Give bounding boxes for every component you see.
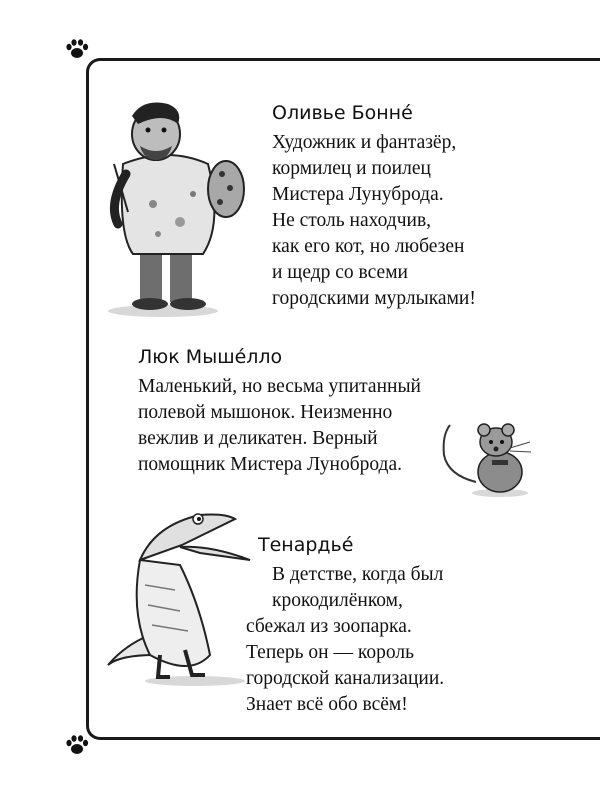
character-description-line: Мистера Лунуброда.: [272, 184, 444, 205]
character-description-line: как его кот, но любезен: [272, 236, 465, 257]
character-description-line: Художник и фантазёр,: [272, 132, 457, 153]
character-description-line: Не столь находчив,: [272, 210, 432, 231]
character-description-line: Знает всё обо всём!: [246, 694, 408, 715]
crocodile-illustration: [100, 505, 270, 690]
character-description-line: В детстве, когда был: [272, 564, 444, 585]
mouse-illustration: [438, 420, 538, 498]
character-description-line: и щедр со всеми: [272, 262, 408, 283]
character-description-line: вежлив и деликатен. Верный: [138, 428, 378, 449]
character-description-line: городскими мурлыками!: [272, 288, 476, 309]
paw-print-icon: [64, 38, 90, 60]
character-description-line: сбежал из зоопарка.: [246, 616, 412, 637]
character-description-line: полевой мышонок. Неизменно: [138, 402, 393, 423]
character-description-line: Маленький, но весьма упитанный: [138, 376, 421, 397]
character-name: Люк Мыше́лло: [138, 346, 283, 368]
character-description-line: Теперь он — король: [246, 642, 414, 663]
character-description-line: крокодилёнком,: [272, 590, 403, 611]
paw-print-icon: [64, 734, 90, 756]
painter-illustration: [98, 94, 258, 319]
character-name: Оливье Бонне́: [272, 102, 413, 124]
character-description-line: городской канализации.: [246, 668, 445, 689]
character-description-line: помощник Мистера Луноброда.: [138, 454, 403, 475]
character-description-line: кормилец и поилец: [272, 158, 431, 179]
character-name: Тенардье́: [258, 534, 354, 556]
